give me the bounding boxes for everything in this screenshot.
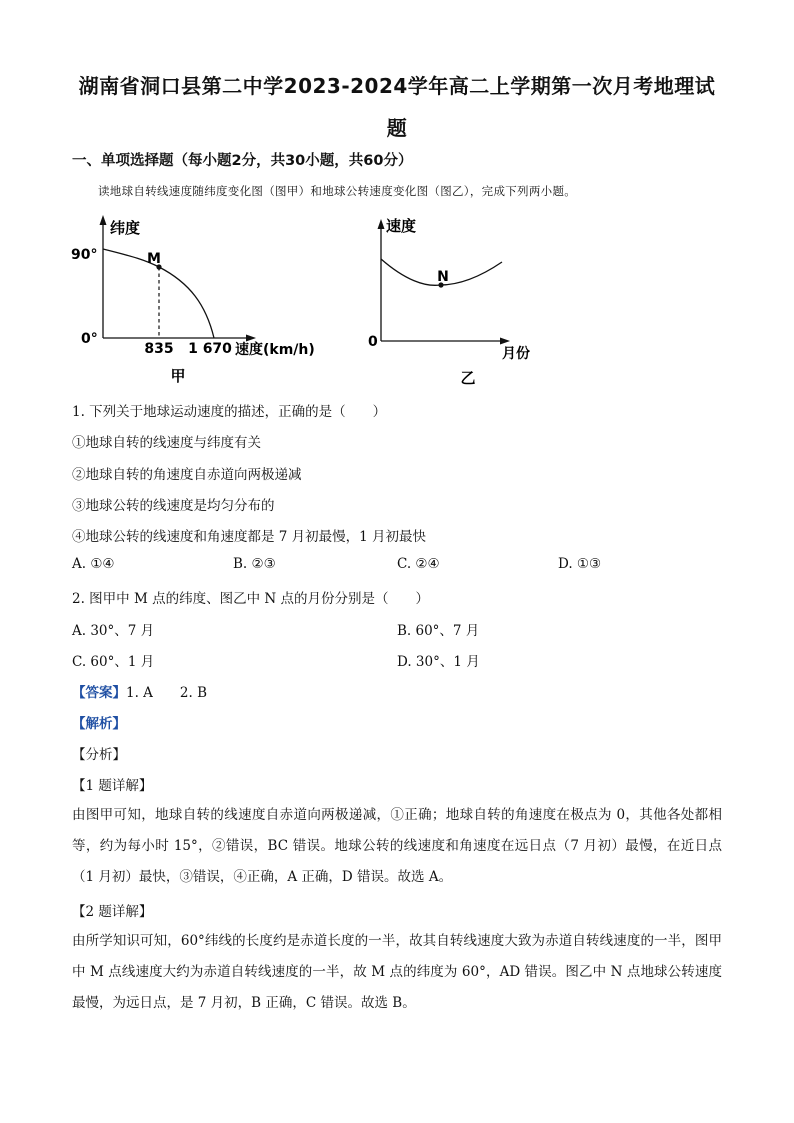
jia-ytick-0: 0° bbox=[81, 331, 98, 347]
q1-option-a: A. ①④ bbox=[72, 556, 115, 572]
yi-x-arrow bbox=[500, 338, 510, 345]
jia-xtick-1670: 1 670 bbox=[188, 341, 232, 357]
page-title-line-2: 题 bbox=[386, 116, 408, 140]
jia-y-arrow bbox=[100, 215, 107, 225]
q1-statement-3: ③地球公转的线速度是均匀分布的 bbox=[72, 498, 275, 514]
question-intro: 读地球自转线速度随纬度变化图（图甲）和地球公转速度变化图（图乙），完成下列两小题。 bbox=[98, 184, 577, 198]
yi-x-label: 月份 bbox=[502, 346, 530, 362]
point-n-label: N bbox=[437, 269, 449, 285]
q2-option-b: B. 60°、7 月 bbox=[397, 623, 480, 639]
page-title-line-1: 湖南省洞口县第二中学2023-2024学年高二上学期第一次月考地理试 bbox=[78, 74, 716, 98]
detail-2-heading: 【2 题详解】 bbox=[72, 904, 153, 920]
q2-option-a: A. 30°、7 月 bbox=[72, 623, 155, 639]
detail-1-heading: 【1 题详解】 bbox=[72, 778, 153, 794]
section-heading: 一、单项选择题（每小题2分，共30小题，共60分） bbox=[72, 153, 413, 169]
yi-origin: 0 bbox=[368, 334, 378, 350]
q1-stem: 1. 下列关于地球运动速度的描述，正确的是（ ） bbox=[72, 404, 387, 420]
jia-xtick-835: 835 bbox=[144, 341, 174, 357]
q1-option-c: C. ②④ bbox=[397, 556, 440, 572]
q1-option-b: B. ②③ bbox=[233, 556, 276, 572]
q1-statement-1: ①地球自转的线速度与纬度有关 bbox=[72, 435, 261, 451]
jia-x-arrow bbox=[246, 335, 256, 342]
jia-y-label: 纬度 bbox=[110, 219, 141, 237]
answer-tag: 【答案】 bbox=[72, 685, 126, 701]
analysis-tag: 【解析】 bbox=[72, 716, 126, 732]
analysis-heading bbox=[72, 712, 126, 732]
q2-option-c: C. 60°、1 月 bbox=[72, 654, 155, 670]
figure-yi bbox=[368, 217, 530, 387]
jia-ytick-90: 90° bbox=[71, 247, 98, 263]
figures bbox=[60, 205, 560, 390]
answer-line bbox=[72, 681, 207, 701]
q1-statement-2: ②地球自转的角速度自赤道向两极递减 bbox=[72, 467, 302, 483]
q1-option-d: D. ①③ bbox=[558, 556, 602, 572]
jia-x-label: 速度(km/h) bbox=[235, 342, 315, 358]
point-m-label: M bbox=[147, 251, 161, 267]
q2-stem: 2. 图甲中 M 点的纬度、图乙中 N 点的月份分别是（ ） bbox=[72, 591, 429, 607]
yi-y-label: 速度 bbox=[386, 217, 417, 235]
q1-statement-4: ④地球公转的线速度和角速度都是 7 月初最慢，1 月初最快 bbox=[72, 529, 427, 545]
yi-y-arrow bbox=[378, 219, 385, 229]
detail-2-text: 由所学知识可知，60°纬线的长度约是赤道长度的一半，故其自转线速度大致为赤道自转线速度的一半，图甲中 M 点线速度大约为赤道自转线速度的一半，故 M 点的纬度为 60°，AD 错误。图乙中 N 点地球公转速度最慢，为远日点，是 7 月初，B 正确，C 错误。故选 B。 bbox=[72, 933, 722, 1011]
yi-caption: 乙 bbox=[460, 369, 476, 387]
q2-option-d: D. 30°、1 月 bbox=[397, 654, 480, 670]
detail-1-text: 由图甲可知，地球自转的线速度自赤道向两极递减，①正确；地球自转的角速度在极点为 0，其他各处都相等，约为每小时 15°，②错误，BC 错误。地球公转的线速度和角速度在远日点（7 月初）最慢，在近日点（1 月初）最快，③错误，④正确，A 正确，D 错误。故选 A。 bbox=[72, 807, 722, 885]
jia-caption: 甲 bbox=[170, 367, 186, 385]
figure-jia bbox=[71, 215, 315, 385]
answer-text: 1. A 2. B bbox=[126, 685, 208, 701]
fenxi-heading: 【分析】 bbox=[72, 747, 126, 763]
